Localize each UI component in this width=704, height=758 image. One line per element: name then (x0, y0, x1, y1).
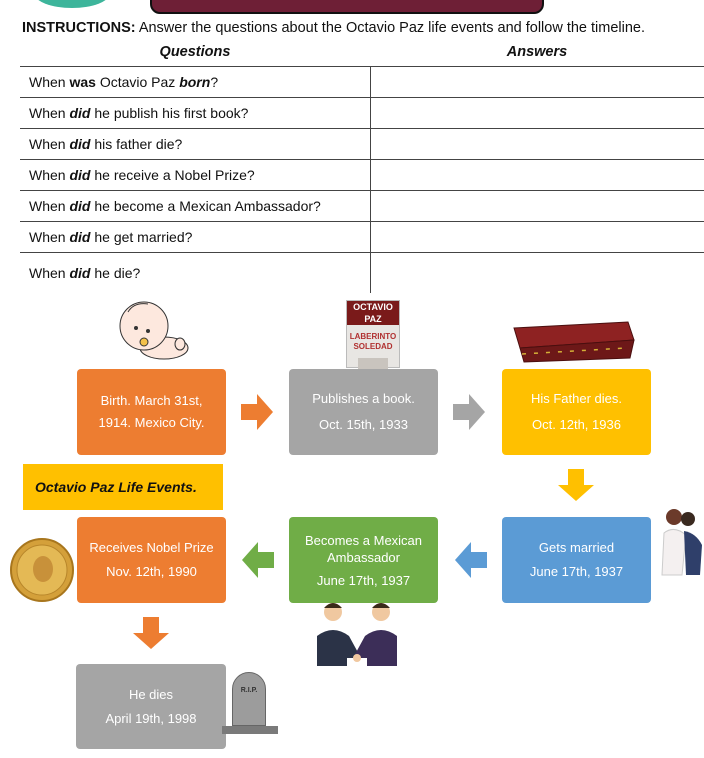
table-row (20, 98, 704, 129)
arrow-right-icon (241, 394, 273, 430)
nobel-medal-icon (9, 537, 75, 603)
event-father-line1: His Father dies. (530, 391, 623, 406)
event-nobel-line1: Receives Nobel Prize (89, 540, 214, 555)
event-nobel-line2: Nov. 12th, 1990 (106, 564, 197, 579)
event-book (289, 369, 438, 455)
event-married-line2: June 17th, 1937 (529, 564, 624, 579)
event-dies (76, 664, 226, 749)
answers-header: Answers (506, 44, 568, 60)
questions-table (20, 38, 704, 293)
question-ambassador: When did he become a Mexican Ambassador? (20, 191, 370, 222)
tombstone-text: R.I.P. (240, 687, 258, 694)
tombstone-base (222, 726, 278, 734)
answer-cell[interactable] (370, 253, 704, 294)
event-birth-line1: Birth. March 31st, (100, 393, 203, 408)
event-father-dies (502, 369, 651, 455)
baby-icon (110, 298, 192, 364)
event-ambassador-line1b: Ambassador (327, 549, 400, 565)
timeline-label: Octavio Paz Life Events. (23, 464, 223, 510)
instructions-label: INSTRUCTIONS: (22, 20, 136, 36)
event-birth (77, 369, 226, 455)
tombstone-icon (232, 672, 266, 726)
event-birth-line2: 1914. Mexico City. (98, 415, 205, 430)
question-born: When was Octavio Paz born? (20, 67, 370, 98)
event-ambassador-line2: June 17th, 1937 (316, 572, 411, 588)
coffin-icon (508, 318, 636, 364)
arrow-left-icon (455, 542, 487, 578)
book-cover-image (346, 300, 400, 368)
wedding-couple-icon (656, 505, 704, 577)
instructions (22, 20, 645, 36)
answer-cell[interactable] (370, 129, 704, 160)
decorative-title-bar (150, 0, 544, 14)
event-married (502, 517, 651, 603)
table-row (20, 67, 704, 98)
arrow-down-icon (133, 617, 169, 649)
question-first-book: When did he publish his first book? (20, 98, 370, 129)
event-ambassador-line1: Becomes a Mexican (304, 532, 423, 548)
instructions-text: Answer the questions about the Octavio Paz life events and follow the timeline. (135, 20, 645, 36)
event-book-line2: Oct. 15th, 1933 (319, 417, 408, 432)
event-dies-line1: He dies (128, 686, 174, 702)
table-row (20, 222, 704, 253)
questions-header: Questions (159, 44, 231, 60)
event-nobel (77, 517, 226, 603)
table-row (20, 191, 704, 222)
book-author: OCTAVIO PAZ (347, 301, 399, 325)
decorative-teal-shape (34, 0, 110, 8)
question-married: When did he get married? (20, 222, 370, 253)
book-title-line1: LABERINTO (349, 332, 397, 341)
handshake-icon (313, 600, 401, 668)
event-married-line1: Gets married (538, 540, 615, 555)
arrow-down-icon (558, 469, 594, 501)
arrow-left-icon (242, 542, 274, 578)
table-row (20, 160, 704, 191)
event-ambassador (289, 517, 438, 603)
book-title-line2: SOLEDAD (353, 342, 393, 351)
answer-cell[interactable] (370, 160, 704, 191)
answer-cell[interactable] (370, 98, 704, 129)
table-row (20, 129, 704, 160)
table-row (20, 253, 704, 294)
arrow-right-icon (453, 394, 485, 430)
event-dies-line2: April 19th, 1998 (105, 710, 197, 726)
answer-cell[interactable] (370, 67, 704, 98)
question-nobel: When did he receive a Nobel Prize? (20, 160, 370, 191)
event-book-line1: Publishes a book. (312, 391, 415, 406)
event-father-line2: Oct. 12th, 1936 (532, 417, 621, 432)
question-die: When did he die? (20, 253, 370, 294)
question-father-die: When did his father die? (20, 129, 370, 160)
answer-cell[interactable] (370, 222, 704, 253)
answer-cell[interactable] (370, 191, 704, 222)
